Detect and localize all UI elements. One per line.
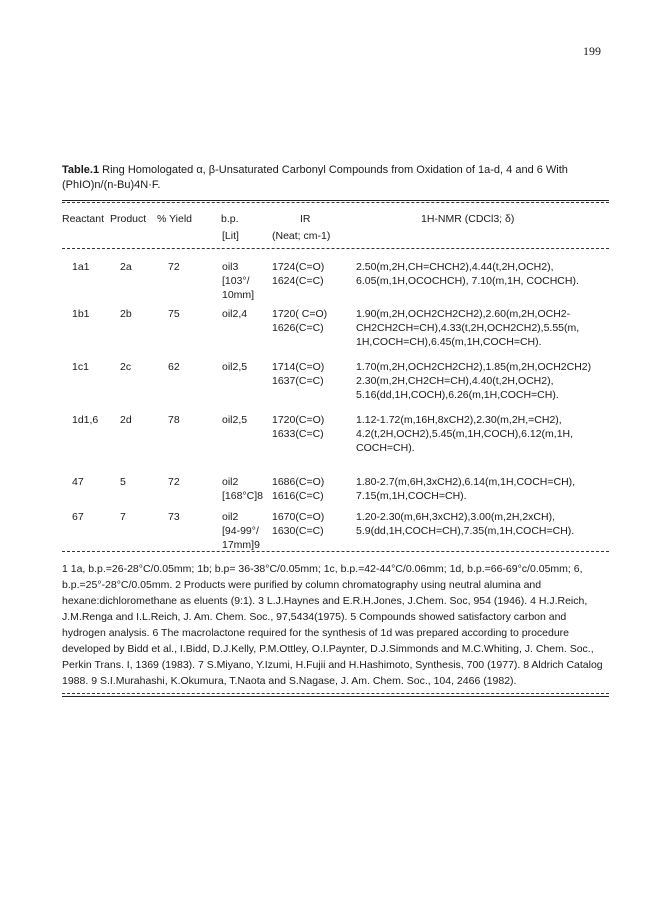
ir-cell-line: 1626(C=C) <box>272 322 324 334</box>
reactant-cell: 67 <box>72 511 84 523</box>
reactant-cell: 1b1 <box>72 308 90 320</box>
ir-cell-line: 1624(C=C) <box>272 275 324 287</box>
table-caption-text: Ring Homologated α, β-Unsaturated Carbonyl Compounds from Oxidation of 1a-d, 4 and 6 With (PhIO)n/(n-Bu)4N·F. <box>62 164 568 191</box>
yield-cell: 72 <box>168 476 180 488</box>
ir-cell-line: 1686(C=O) <box>272 476 325 488</box>
bp-cell-line: 10mm] <box>222 289 255 301</box>
header-ir: IR <box>300 213 311 225</box>
nmr-cell-line: CH2CH2CH=CH),4.33(t,2H,OCH2CH2),5.55(m, <box>356 322 580 334</box>
footnotes-bottom-rule-solid <box>62 696 609 697</box>
header-product: Product <box>110 213 147 225</box>
nmr-cell-line: 2.50(m,2H,CH=CHCH2),4.44(t,2H,OCH2), <box>356 261 554 273</box>
product-cell: 2b <box>120 308 132 320</box>
nmr-cell-line: 6.05(m,1H,OCOCHCH), 7.10(m,1H, COCHCH). <box>356 275 579 287</box>
yield-cell: 75 <box>168 308 180 320</box>
nmr-cell-line: 1.20-2.30(m,6H,3xCH2),3.00(m,2H,2xCH), <box>356 511 555 523</box>
nmr-cell-line: 4.2(t,2H,OCH2),5.45(m,1H,COCH),6.12(m,1H, <box>356 428 574 440</box>
yield-cell: 73 <box>168 511 180 523</box>
reactant-cell: 1d1,6 <box>72 414 99 426</box>
product-cell: 2c <box>120 361 132 373</box>
nmr-cell-line: 1.80-2.7(m,6H,3xCH2),6.14(m,1H,COCH=CH), <box>356 476 576 488</box>
table-label: Table.1 <box>62 164 100 176</box>
nmr-cell-line: 1.90(m,2H,OCH2CH2CH2),2.60(m,2H,OCH2- <box>356 308 571 320</box>
bp-cell-line: oil2,5 <box>222 414 248 426</box>
ir-cell-line: 1630(C=C) <box>272 525 324 537</box>
bp-cell-line: oil2 <box>222 476 239 488</box>
page-number: 199 <box>583 44 601 58</box>
ir-cell-line: 1616(C=C) <box>272 490 324 502</box>
product-cell: 5 <box>120 476 126 488</box>
reactant-cell: 1a1 <box>72 261 90 273</box>
yield-cell: 72 <box>168 261 180 273</box>
header-nmr: 1H-NMR (CDCl3; δ) <box>421 213 515 225</box>
header-reactant: Reactant <box>62 213 105 225</box>
bp-cell-line: oil2 <box>222 511 239 523</box>
bp-cell-line: [168°C]8 <box>222 490 263 502</box>
bp-cell-line: 17mm]9 <box>222 539 260 551</box>
nmr-cell-line: 7.15(m,1H,COCH=CH). <box>356 490 467 502</box>
nmr-cell-line: 1H,COCH=CH),6.45(m,1H,COCH=CH). <box>356 336 542 348</box>
bp-cell-line: oil3 <box>222 261 239 273</box>
ir-cell-line: 1720(C=O) <box>272 414 325 426</box>
nmr-cell-line: 1.70(m,2H,OCH2CH2CH2),1.85(m,2H,OCH2CH2) <box>356 361 592 373</box>
reactant-cell: 1c1 <box>72 361 89 373</box>
ir-cell-line: 1724(C=O) <box>272 261 325 273</box>
nmr-cell-line: 5.16(dd,1H,COCH),6.26(m,1H,COCH=CH). <box>356 389 559 401</box>
nmr-cell-line: 1.12-1.72(m,16H,8xCH2),2.30(m,2H,=CH2), <box>356 414 562 426</box>
header-ir-units: (Neat; cm-1) <box>272 230 331 242</box>
nmr-cell-line: 2.30(m,2H,CH2CH=CH),4.40(t,2H,OCH2), <box>356 375 554 387</box>
nmr-cell-line: 5.9(dd,1H,COCH=CH),7.35(m,1H,COCH=CH). <box>356 525 575 537</box>
header-bp: b.p. <box>221 213 239 225</box>
product-cell: 2d <box>120 414 132 426</box>
bp-cell-line: [103°/ <box>222 275 250 287</box>
nmr-cell-line: COCH=CH). <box>356 442 415 454</box>
bp-cell-line: oil2,5 <box>222 361 248 373</box>
ir-cell-line: 1670(C=O) <box>272 511 325 523</box>
ir-cell-line: 1637(C=C) <box>272 375 324 387</box>
reactant-cell: 47 <box>72 476 84 488</box>
yield-cell: 78 <box>168 414 180 426</box>
header-bp-lit: [Lit] <box>222 230 239 242</box>
ir-cell-line: 1714(C=O) <box>272 361 325 373</box>
product-cell: 2a <box>120 261 132 273</box>
product-cell: 7 <box>120 511 126 523</box>
bp-cell-line: [94-99°/ <box>222 525 259 537</box>
table-bottom-rule <box>62 551 609 552</box>
ir-cell-line: 1633(C=C) <box>272 428 324 440</box>
yield-cell: 62 <box>168 361 180 373</box>
table-top-rule-dashed <box>62 202 609 203</box>
table-top-rule <box>62 200 609 201</box>
table-footnotes <box>62 561 610 689</box>
header-separator <box>62 248 609 249</box>
table-caption <box>62 163 610 193</box>
footnotes-text: 1 1a, b.p.=26-28°C/0.05mm; 1b; b.p= 36-38°C/0.05mm; 1c, b.p.=42-44°C/0.06mm; 1d, b.p.=66-69°c/0.05mm; 6, b.p.=25°-28°C/0.05mm. 2 Products were purified by column chromatography using neutral alumina and hexane:dichloromethane as eluents (9:1). 3 L.J.Haynes and E.R.H.Jones, J.Chem. Soc, 954 (1946). 4 H.J.Reich, J.M.Renga and I.L.Reich, J. Am. Chem. Soc., 97,5434(1975). 5 Compounds showed satisfactory carbon and hydrogen analysis. 6 The macrolactone required for the synthesis of 1d was prepared according to procedure developed by Bidd et al., I.Bidd, D.J.Kelly, P.M.Ottley, O.I.Paynter, D.J.Simmonds and M.C.Whiting, J. Chem. Soc., Perkin Trans. I, 1369 (1983). 7 S.Miyano, Y.Izumi, H.Fujii and H.Hashimoto, Synthesis, 700 (1977). 8 Aldrich Catalog 1988. 9 S.I.Murahashi, K.Okumura, T.Naota and S.Nagase, J. Am. Chem. Soc., 104, 2466 (1982). <box>62 563 603 687</box>
footnotes-bottom-rule <box>62 693 609 694</box>
bp-cell-line: oil2,4 <box>222 308 248 320</box>
ir-cell-line: 1720( C=O) <box>272 308 328 320</box>
header-yield: % Yield <box>157 213 193 225</box>
